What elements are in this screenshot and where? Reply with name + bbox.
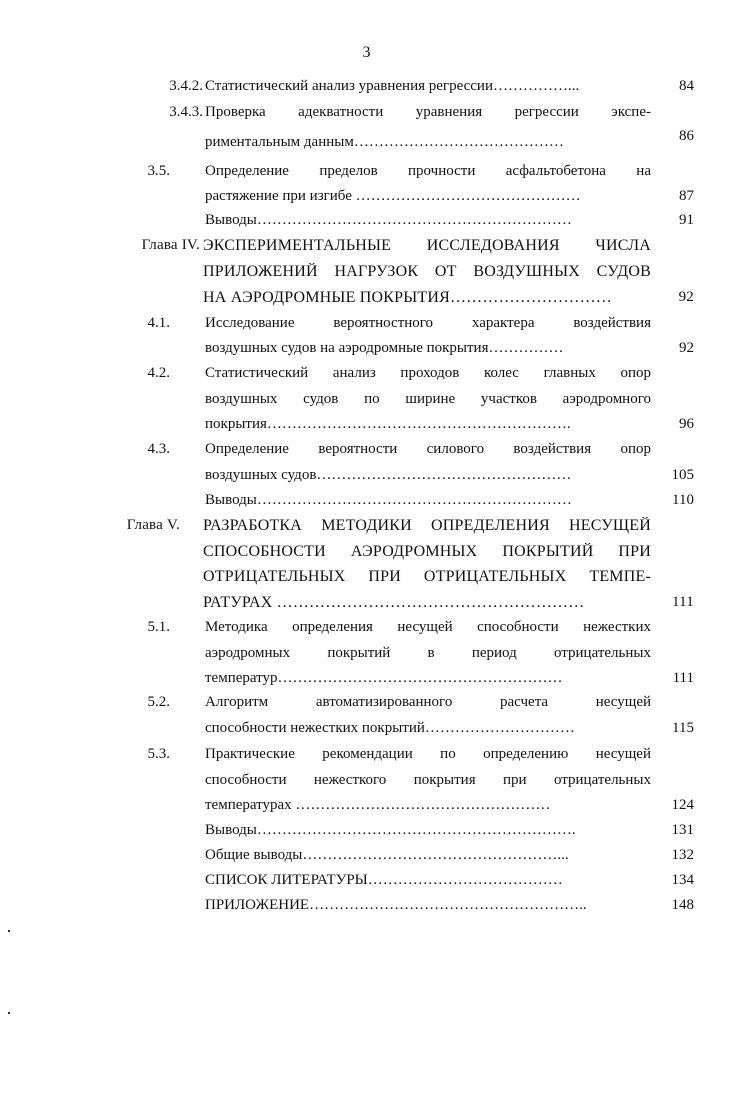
toc-entry-title-line: РАЗРАБОТКА МЕТОДИКИ ОПРЕДЕЛЕНИЯ НЕСУЩЕЙ: [203, 517, 651, 534]
toc-entry-page: 96: [679, 416, 694, 432]
toc-entry-title-line: ЭКСПЕРИМЕНТАЛЬНЫЕ ИССЛЕДОВАНИЯ ЧИСЛА: [203, 237, 651, 254]
toc-entry-number: 4.1.: [147, 315, 170, 331]
toc-entry-number: 3.4.2.: [169, 78, 203, 94]
toc-entry-title-line: Исследование вероятностного характера воздействия: [205, 315, 651, 331]
toc-entry-page: 110: [672, 492, 694, 508]
toc-entry-number: 3.5.: [147, 163, 170, 179]
toc-entry-page: 86: [679, 128, 694, 144]
toc-entry-title: ПРИЛОЖЕНИЕ………………………………………………..: [205, 897, 587, 913]
toc-entry-title-line: СПОСОБНОСТИ АЭРОДРОМНЫХ ПОКРЫТИЙ ПРИ: [203, 543, 651, 560]
toc-entry-number: 3.4.3.: [169, 104, 203, 120]
toc-entry-title: Общие выводы……………………………………………...: [205, 847, 569, 863]
toc-entry-title-line: Практические рекомендации по определению несущей: [205, 746, 651, 762]
toc-entry-page: 92: [679, 340, 694, 356]
page-number: 3: [362, 44, 371, 61]
toc-entry-page: 105: [671, 467, 694, 483]
toc-entry-page: 134: [671, 872, 694, 888]
toc-entry-title-line: воздушных судов……………………………………………: [205, 467, 572, 483]
toc-entry-number: 5.1.: [147, 619, 170, 635]
toc-entry-title-line: НА АЭРОДРОМНЫЕ ПОКРЫТИЯ…………………………: [203, 289, 612, 306]
toc-entry-title-line: воздушных судов по ширине участков аэродромного: [205, 391, 651, 407]
toc-entry-page: 87: [679, 188, 694, 204]
toc-entry-page: 131: [671, 822, 694, 838]
toc-entry-title-line: температур…………………………………………………: [205, 670, 563, 686]
toc-entry-title-line: воздушных судов на аэродромные покрытия……………: [205, 340, 564, 356]
toc-entry-title-line: способности нежесткого покрытия при отрицательных: [205, 772, 651, 788]
toc-chapter-label: Глава IV.: [141, 237, 200, 253]
toc-entry-title-line: температурах ……………………………………………: [205, 797, 551, 813]
toc-entry-page: 91: [679, 212, 694, 228]
toc-entry-title-line: Определение пределов прочности асфальтобетона на: [205, 163, 651, 179]
toc-entry-number: 4.2.: [147, 365, 170, 381]
toc-entry-title: Выводы………………………………………………………: [205, 212, 572, 228]
toc-entry-page: 111: [672, 594, 694, 610]
toc-entry-title-line: аэродромных покрытий в период отрицательных: [205, 645, 651, 661]
toc-entry-title-line: растяжение при изгибе ………………………………………: [205, 188, 581, 204]
toc-entry-title-line: Статистический анализ проходов колес главных опор: [205, 365, 651, 381]
toc-entry-page: 111: [672, 670, 694, 686]
toc-chapter-label: Глава V.: [126, 517, 180, 533]
toc-entry-title-line: Алгоритм автоматизированного расчета несущей: [205, 694, 651, 710]
toc-entry-number: 5.2.: [147, 694, 170, 710]
toc-entry-title: СПИСОК ЛИТЕРАТУРЫ…………………………………: [205, 872, 563, 888]
scan-speck: [8, 1012, 10, 1014]
toc-entry-number: 4.3.: [147, 441, 170, 457]
toc-entry-page: 148: [671, 897, 694, 913]
toc-entry-title-line: Методика определения несущей способности нежестких: [205, 619, 651, 635]
toc-entry-title: Статистический анализ уравнения регрессии……………...: [205, 78, 580, 94]
toc-entry-page: 132: [671, 847, 694, 863]
toc-entry-page: 124: [671, 797, 694, 813]
toc-entry-title-line: риментальным данным……………………………………: [205, 134, 564, 150]
toc-entry-title-line: ПРИЛОЖЕНИЙ НАГРУЗОК ОТ ВОЗДУШНЫХ СУДОВ: [203, 263, 651, 280]
toc-entry-title: Выводы………………………………………………………: [205, 492, 572, 508]
toc-entry-title-line: РАТУРАХ …………………………………………………: [203, 594, 585, 611]
toc-entry-page: 92: [678, 289, 694, 305]
toc-entry-title-line: Определение вероятности силового воздействия опор: [205, 441, 651, 457]
toc-entry-title-line: Проверка адекватности уравнения регрессии экспе-: [205, 104, 651, 120]
toc-entry-title-line: ОТРИЦАТЕЛЬНЫХ ПРИ ОТРИЦАТЕЛЬНЫХ ТЕМПЕ-: [203, 568, 651, 585]
toc-entry-page: 115: [672, 720, 694, 736]
toc-entry-title-line: покрытия…………………………………………………….: [205, 416, 571, 432]
toc-entry-page: 84: [679, 78, 694, 94]
toc-entry-number: 5.3.: [147, 746, 170, 762]
toc-entry-title: Выводы……………………………………………………….: [205, 822, 576, 838]
toc-entry-title-line: способности нежестких покрытий…………………………: [205, 720, 575, 736]
scan-speck: [8, 930, 10, 932]
